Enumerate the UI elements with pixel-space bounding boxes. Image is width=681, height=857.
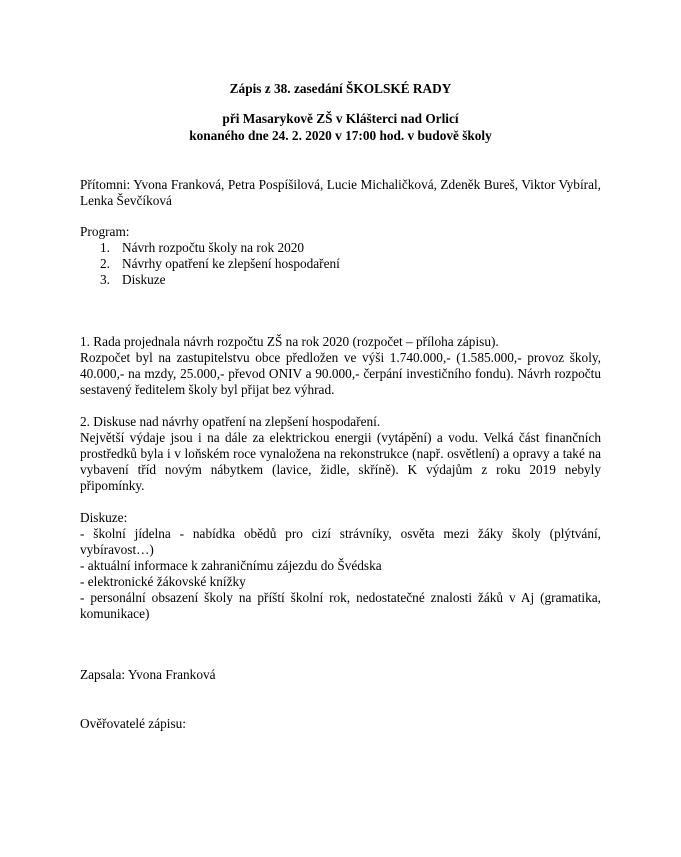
program-item-number: 1. [100,240,110,255]
section2-body: Největší výdaje jsou i na dále za elektrickou energii (vytápění) a vodu. Velká část finančních prostředků byla i v loňském roce vynaložena na rekonstrukce (např. osvětlení) a opravy a také na vybavení tříd novým nábytkem (lavice, židle, skříně). K výdajům z roku 2019 nebyly připomínky. [80,430,601,493]
program-item-text: Diskuze [122,272,166,287]
discussion-item: - elektronické žákovské knížky [80,574,246,589]
discussion-item: - aktuální informace k zahraničnímu zájezdu do Švédska [80,558,382,573]
document-subtitle-school: při Masarykově ZŠ v Klášterci nad Orlicí [222,111,459,126]
program-item [80,240,340,256]
program-item [80,256,340,272]
discussion-item: - školní jídelna - nabídka obědů pro cizí strávníky, osvěta mezi žáky školy (plýtvání, vybíravost…) [80,526,601,557]
program-list [80,240,340,288]
section2-heading: 2. Diskuse nad návrhy opatření na zlepšení hospodaření. [80,414,381,429]
program-item-text: Návrh rozpočtu školy na rok 2020 [122,240,305,255]
verifiers-label: Ověřovatelé zápisu: [80,716,186,731]
attendees-paragraph: Přítomni: Yvona Franková, Petra Pospíšilová, Lucie Michaličková, Zdeněk Bureš, Viktor Vybíral, Lenka Ševčíková [80,177,601,208]
document-title: Zápis z 38. zasedání ŠKOLSKÉ RADY [229,81,452,96]
recorded-by: Zapsala: Yvona Franková [80,667,216,682]
section1-body: Rozpočet byl na zastupitelstvu obce předložen ve výši 1.740.000,- (1.585.000,- provoz školy, 40.000,- na mzdy, 25.000,- převod ONIV a 90.000,- čerpání investičního fondu). Návrh rozpočtu sestavený ředitelem školy byl přijat bez výhrad. [80,350,601,397]
discussion-item: - personální obsazení školy na příští školní rok, nedostatečné znalosti žáků v Aj (gramatika, komunikace) [80,590,601,621]
program-item-number: 3. [100,272,110,287]
document-subtitle-date: konaného dne 24. 2. 2020 v 17:00 hod. v budově školy [189,128,492,143]
program-item-number: 2. [100,256,110,271]
discussion-list [80,526,601,622]
program-label: Program: [80,224,130,239]
program-item-text: Návrhy opatření ke zlepšení hospodaření [122,256,340,271]
discussion-label: Diskuze: [80,510,128,525]
section1-heading: 1. Rada projednala návrh rozpočtu ZŠ na rok 2020 (rozpočet – příloha zápisu). [80,334,499,349]
program-item [80,272,340,288]
